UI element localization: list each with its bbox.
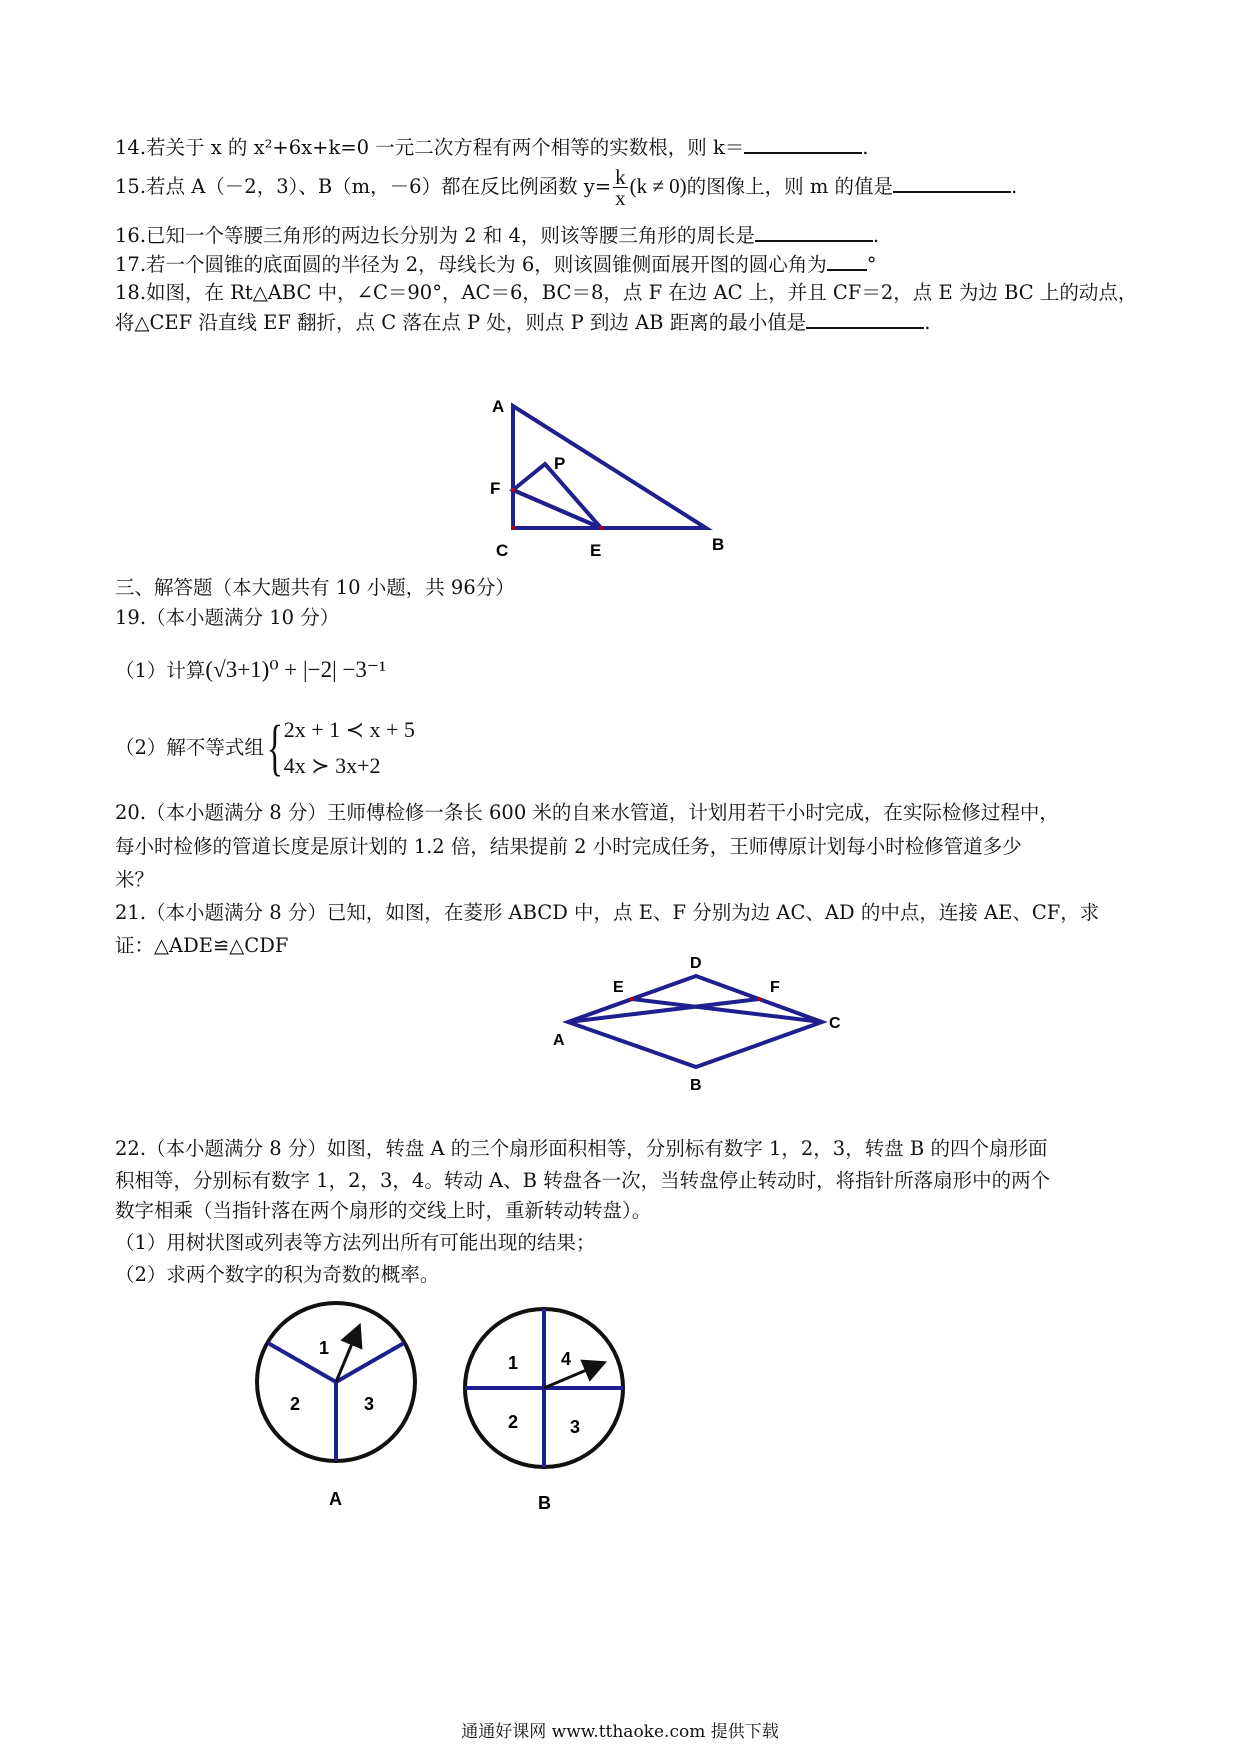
answer-blank (827, 251, 867, 271)
label-f: F (770, 979, 780, 996)
question-19-part1 (115, 652, 386, 689)
question-20-line2: 每小时检修的管道长度是原计划的 1.2 倍，结果提前 2 小时完成任务，王师傅原计划每小时检修管道多少 (115, 835, 1022, 858)
rhombus-abcd (568, 976, 822, 1067)
point-f (757, 997, 761, 1001)
inequality-1: 2x + 1 ≺ x + 5 (283, 717, 415, 742)
fraction-denominator: x (615, 186, 626, 210)
question-22-line3: 数字相乘（当指针落在两个扇形的交线上时，重新转动转盘）。 (115, 1199, 652, 1222)
wheel-b-number-3: 3 (570, 1417, 581, 1437)
question-20-line1: 20.（本小题满分 8 分）王师傅检修一条长 600 米的自来水管道，计划用若干小时完成，在实际检修过程中， (115, 801, 1059, 824)
q16-end: . (872, 224, 880, 247)
question-19-part2 (115, 712, 415, 792)
q15-pre: 15.若点 A（－2，3）、B（m，－6）都在反比例函数 y= (115, 175, 612, 198)
question-21-line2: 证：△ADE≌△CDF (115, 934, 289, 957)
fraction-k-over-x (613, 167, 628, 208)
label-c: C (829, 1015, 841, 1032)
section-3-heading: 三、解答题（本大题共有 10 小题，共 96分） (115, 576, 515, 599)
label-d: D (690, 955, 702, 972)
q17-text: 17.若一个圆锥的底面圆的半径为 2，母线长为 6，则该圆锥侧面展开图的圆心角为 (115, 253, 827, 276)
q15-condition: (k ≠ 0) (629, 174, 687, 198)
q15-end: . (1011, 175, 1018, 198)
answer-blank (744, 134, 862, 154)
inequality-system (284, 712, 415, 784)
triangle-figure (480, 390, 740, 560)
q15-post: 的图像上，则 m 的值是 (686, 175, 894, 198)
answer-blank (806, 309, 924, 329)
label-a: A (492, 397, 505, 416)
wheel-b-pointer (544, 1366, 596, 1388)
answer-blank (893, 173, 1011, 193)
segment-fe (513, 490, 601, 528)
question-16 (115, 222, 879, 249)
question-18-line1: 18.如图，在 Rt△ABC 中，∠C＝90°，AC＝6，BC＝8，点 F 在边 AC 上，并且 CF＝2，点 E 为边 BC 上的动点， (115, 281, 1138, 304)
wheel-b-label: B (538, 1493, 551, 1513)
question-22-line1: 22.（本小题满分 8 分）如图，转盘 A 的三个扇形面积相等，分别标有数字 1，2，3，转盘 B 的四个扇形面 (115, 1137, 1048, 1160)
question-17 (115, 251, 876, 278)
wheel-a-number-2: 2 (290, 1394, 301, 1414)
wheel-a-number-1: 1 (319, 1338, 330, 1358)
q19-part2-label: （2）解不等式组 (115, 736, 264, 759)
wheel-b-number-2: 2 (508, 1412, 519, 1432)
label-f: F (490, 479, 501, 498)
point-e (599, 526, 603, 530)
page-footer: 通通好课网 www.tthaoke.com 提供下载 (461, 1722, 779, 1742)
q14-end: . (862, 136, 869, 159)
question-18-line2 (115, 309, 930, 336)
system-brace: { (266, 714, 283, 782)
question-22-sub2: （2）求两个数字的积为奇数的概率。 (115, 1263, 440, 1286)
question-15 (115, 166, 1017, 208)
wheel-b-number-1: 1 (508, 1353, 519, 1373)
spinner-b (458, 1300, 638, 1515)
point-f (511, 488, 515, 492)
label-b: B (690, 1077, 702, 1094)
spinner-a (250, 1300, 430, 1515)
fraction-numerator: k (615, 165, 626, 189)
question-20-line3: 米？ (115, 868, 155, 891)
label-b: B (712, 535, 725, 554)
wheel-a-divider (336, 1343, 404, 1382)
question-19-title: 19.（本小题满分 10 分） (115, 606, 340, 629)
answer-blank (755, 222, 873, 242)
label-c: C (496, 541, 509, 560)
question-21-line1: 21.（本小题满分 8 分）已知，如图，在菱形 ABCD 中，点 E、F 分别为边 AC、AD 的中点，连接 AE、CF，求 (115, 901, 1100, 924)
label-p: P (554, 454, 566, 473)
q17-end: ° (866, 253, 877, 276)
label-a: A (553, 1032, 565, 1049)
q18-end: . (924, 311, 931, 334)
label-e: E (590, 541, 602, 560)
q14-text: 14.若关于 x 的 x²+6x+k=0 一元二次方程有两个相等的实数根，则 k＝ (115, 136, 745, 159)
question-14 (115, 134, 868, 161)
question-22-sub1: （1）用树状图或列表等方法列出所有可能出现的结果； (115, 1231, 596, 1254)
rhombus-figure (540, 950, 850, 1100)
q18-text: 将△CEF 沿直线 EF 翻折，点 C 落在点 P 处，则点 P 到边 AB 距离的最小值是 (115, 311, 807, 334)
q19-part1-expression: (√3+1)⁰ + |−2| −3⁻¹ (205, 657, 386, 682)
wheel-b-number-4: 4 (561, 1349, 572, 1369)
q16-text: 16.已知一个等腰三角形的两边长分别为 2 和 4，则该等腰三角形的周长是 (115, 224, 755, 247)
label-e: E (613, 979, 624, 996)
wheel-a-number-3: 3 (364, 1394, 375, 1414)
q19-part1-label: （1）计算 (115, 659, 206, 682)
question-22-line2: 积相等，分别标有数字 1，2，3，4。转动 A、B 转盘各一次，当转盘停止转动时，将指针所落扇形中的两个 (115, 1169, 1051, 1192)
wheel-a-label: A (329, 1489, 342, 1509)
point-c (511, 526, 515, 530)
inequality-2: 4x ≻ 3x+2 (283, 753, 381, 778)
point-e (630, 997, 634, 1001)
